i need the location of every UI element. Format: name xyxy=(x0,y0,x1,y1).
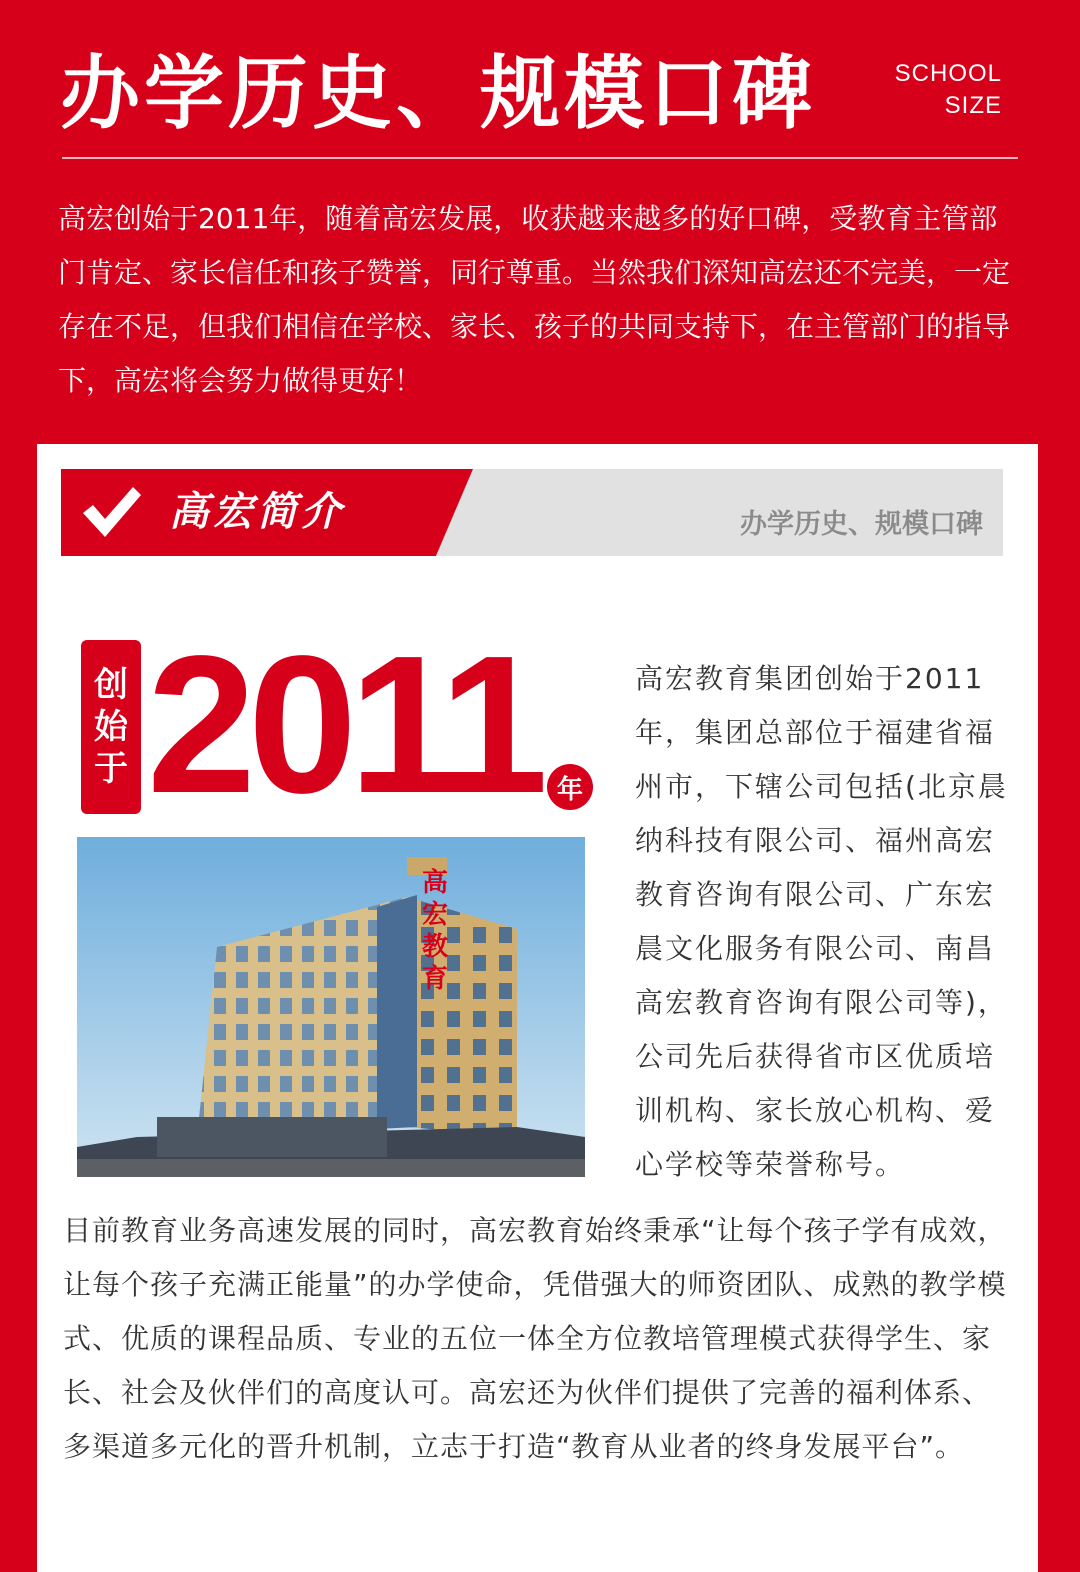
founded-tag-char: 创 xyxy=(94,665,128,705)
header-en-line-1: SCHOOL xyxy=(894,60,1002,87)
sign-char: 教 xyxy=(421,932,448,962)
founded-year: 2011 xyxy=(147,615,541,834)
sign-char: 育 xyxy=(421,964,448,994)
section-banner xyxy=(61,469,1003,556)
header-english-label xyxy=(895,58,1002,122)
building-photo xyxy=(77,837,585,1177)
founded-tag-char: 于 xyxy=(94,749,128,789)
content-card xyxy=(37,444,1038,1572)
header-en-line-2: SIZE xyxy=(944,92,1002,119)
building-illustration xyxy=(77,837,585,1177)
sign-char: 宏 xyxy=(421,900,448,930)
page-title: 办学历史、规模口碑 xyxy=(60,47,816,140)
checkmark-icon xyxy=(79,479,143,543)
company-overview-text: 高宏教育集团创始于2011年，集团总部位于福建省福州市，下辖公司包括(北京晨纳科技有限公司、福州高宏教育咨询有限公司、广东宏晨文化服务有限公司、南昌高宏教育咨询有限公司等)，公司先后获得省市区优质培训机构、家长放心机构、爱心学校等荣誉称号。 xyxy=(635,662,1008,1181)
sign-char: 高 xyxy=(421,868,448,898)
section-subtitle: 办学历史、规模口碑 xyxy=(740,509,983,540)
founded-tag-char: 始 xyxy=(94,707,128,747)
header-divider xyxy=(62,157,1018,159)
year-suffix-badge: 年 xyxy=(547,764,593,810)
building-sign xyxy=(421,867,449,995)
intro-paragraph: 高宏创始于2011年，随着高宏发展，收获越来越多的好口碑，受教育主管部门肯定、家长信任和孩子赞誉，同行尊重。当然我们深知高宏还不完美，一定存在不足，但我们相信在学校、家长、孩子的共同支持下，在主管部门的指导下，高宏将会努力做得更好！ xyxy=(58,202,1011,397)
mission-paragraph: 目前教育业务高速发展的同时，高宏教育始终秉承“让每个孩子学有成效，让每个孩子充满正能量”的办学使命，凭借强大的师资团队、成熟的教学模式、优质的课程品质、专业的五位一体全方位教培管理模式获得学生、家长、社会及伙伴们的高度认可。高宏还为伙伴们提供了完善的福利体系、多渠道多元化的晋升机制，立志于打造“教育从业者的终身发展平台”。 xyxy=(63,1214,1007,1463)
founded-tag xyxy=(81,640,141,814)
section-title: 高宏简介 xyxy=(169,489,345,535)
